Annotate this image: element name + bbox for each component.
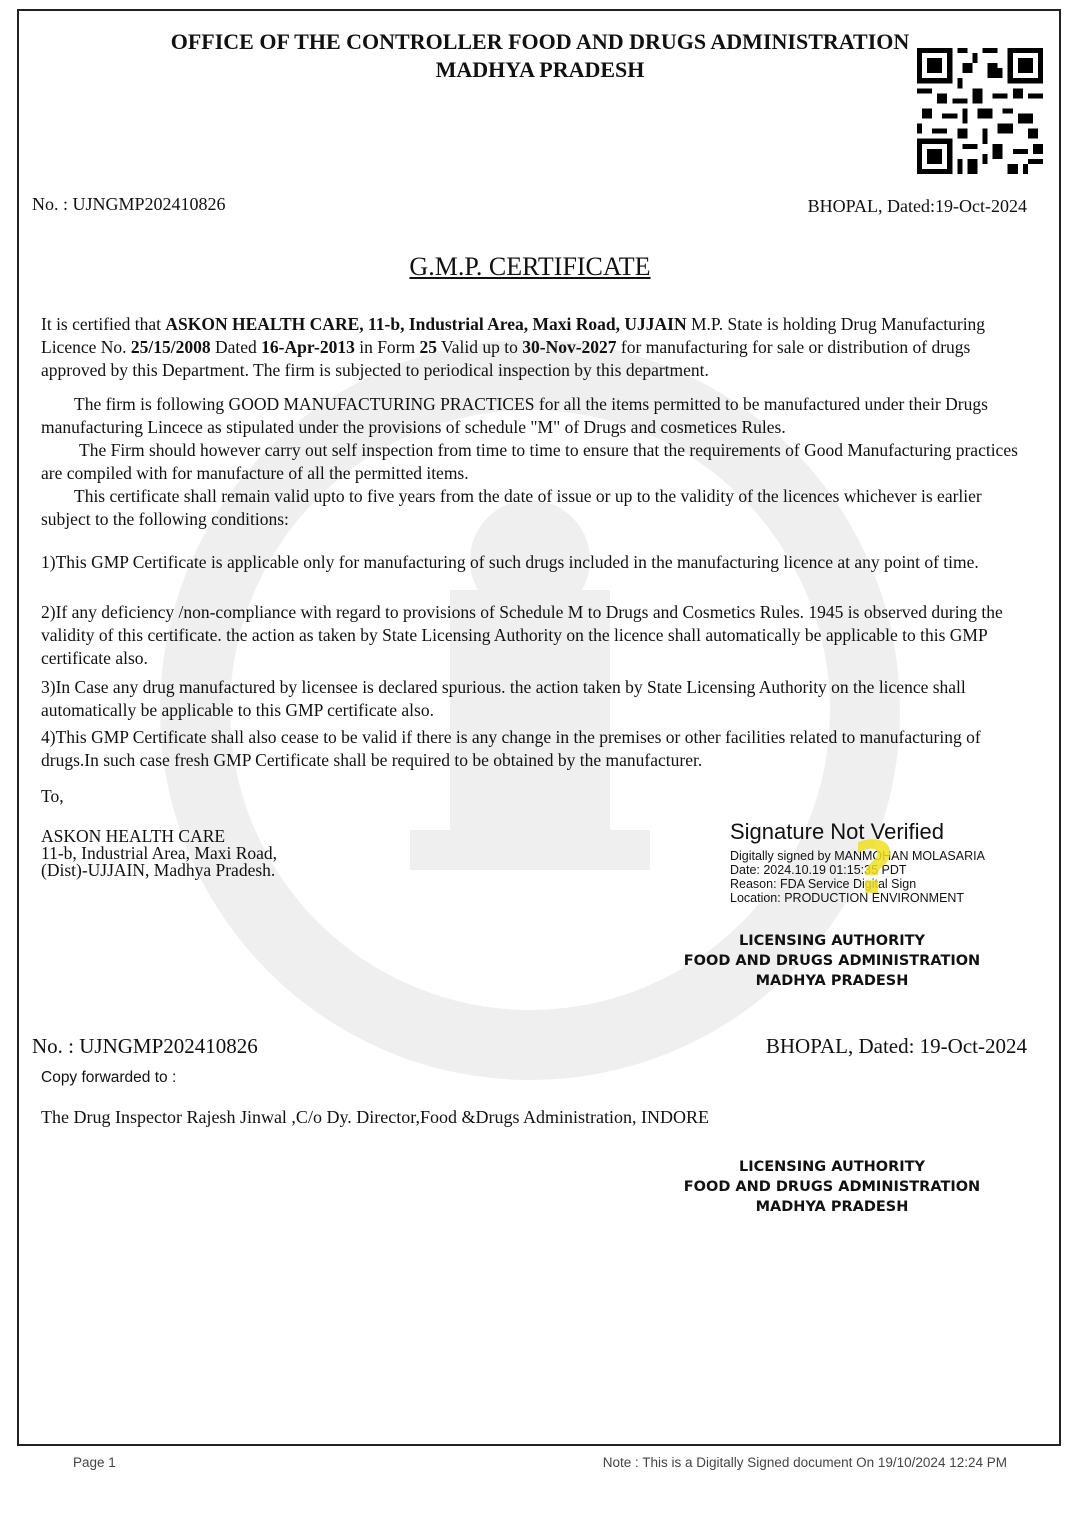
signature-unverified-icon: ? bbox=[853, 826, 895, 910]
valid-upto: 30-Nov-2027 bbox=[522, 337, 617, 357]
certificate-paragraph-4: This certificate shall remain valid upto to five years from the date of issue or up to the validity of the licences whichever is earlier subject to the following conditions: bbox=[41, 486, 982, 529]
digital-signed-note: Note : This is a Digitally Signed document On 19/10/2024 12:24 PM bbox=[602, 1455, 1007, 1470]
firm-name-address: ASKON HEALTH CARE, 11-b, Industrial Area, Maxi Road, UJJAIN bbox=[165, 314, 687, 334]
signature-reason: Reason: FDA Service Digital Sign bbox=[730, 877, 917, 891]
copy-forwarded-label: Copy forwarded to : bbox=[41, 1069, 177, 1086]
recipient-name: ASKON HEALTH CARE bbox=[41, 826, 226, 846]
recipient-address bbox=[41, 828, 277, 879]
copy-place-date: BHOPAL, Dated: 19-Oct-2024 bbox=[765, 1034, 1027, 1058]
qr-code bbox=[917, 48, 1043, 174]
office-state: MADHYA PRADESH bbox=[435, 57, 645, 82]
certificate-title: G.M.P. CERTIFICATE bbox=[409, 252, 651, 281]
licence-number: 25/15/2008 bbox=[130, 337, 211, 357]
condition-3: 3)In Case any drug manufactured by licensee is declared spurious. the action taken by State Licensing Authority on the licence shall automatically be applicable to this GMP certificate also. bbox=[41, 677, 966, 720]
licensing-authority-top: LICENSING AUTHORITY FOOD AND DRUGS ADMINISTRATION MADHYA PRADESH bbox=[683, 933, 981, 989]
page-number: Page 1 bbox=[73, 1455, 116, 1470]
signature-date: Date: 2024.10.19 01:15:35 PDT bbox=[730, 863, 907, 877]
certificate-paragraph-1: It is certified that ASKON HEALTH CARE, 11-b, Industrial Area, Maxi Road, UJJAIN M.P. State is holding Drug Manufacturing Licence No. 25/15/2008 Dated 16-Apr-2013 in Form 25 Valid up to 30-Nov-2027 for manufacturing for sale or distribution of drugs approved by this Department. The firm is subjected to periodical inspection by this department. bbox=[41, 314, 986, 380]
form-number: 25 bbox=[419, 337, 437, 357]
signature-location: Location: PRODUCTION ENVIRONMENT bbox=[730, 891, 965, 905]
certificate-paragraph-3: The Firm should however carry out self inspection from time to time to ensure that the requirements of Good Manufacturing practices are compiled with for manufacture of all the permitted items. bbox=[41, 440, 1018, 483]
condition-2: 2)If any deficiency /non-compliance with regard to provisions of Schedule M to Drugs and Cosmetics Rules. 1945 is observed during the validity of this certificate. the action as taken by State Licensing Authority on the licence shall automatically be applicable to this GMP certificate also. bbox=[41, 602, 1003, 668]
licence-date: 16-Apr-2013 bbox=[261, 337, 355, 357]
recipient-address-line-2: (Dist)-UJJAIN, Madhya Pradesh. bbox=[41, 860, 276, 880]
signed-by: Digitally signed by MANMOHAN MOLASARIA bbox=[730, 849, 985, 863]
signature-status: Signature Not Verified bbox=[730, 819, 945, 844]
copy-reference-number: No. : UJNGMP202410826 bbox=[32, 1034, 258, 1058]
recipient-address-line-1: 11-b, Industrial Area, Maxi Road, bbox=[41, 843, 278, 863]
condition-4: 4)This GMP Certificate shall also cease to be valid if there is any change in the premises or other facilities related to manufacturing of drugs.In such case fresh GMP Certificate shall be required to be obtained by the manufacturer. bbox=[41, 727, 981, 770]
office-title: OFFICE OF THE CONTROLLER FOOD AND DRUGS ADMINISTRATION bbox=[170, 29, 910, 54]
place-date: BHOPAL, Dated:19-Oct-2024 bbox=[807, 196, 1027, 216]
certificate-paragraph-2: The firm is following GOOD MANUFACTURING PRACTICES for all the items permitted to be manufactured under their Drugs manufacturing Lincece as stipulated under the provisions of schedule "M" of Drugs and cosmetices Rules. bbox=[41, 394, 988, 437]
to-label: To, bbox=[41, 786, 64, 806]
copy-recipient: The Drug Inspector Rajesh Jinwal ,C/o Dy. Director,Food &Drugs Administration, INDORE bbox=[41, 1107, 710, 1127]
certificate-number: No. : UJNGMP202410826 bbox=[32, 194, 226, 214]
condition-1: 1)This GMP Certificate is applicable only for manufacturing of such drugs included in the manufacturing licence at any point of time. bbox=[41, 552, 979, 572]
licensing-authority-bottom: LICENSING AUTHORITY FOOD AND DRUGS ADMINISTRATION MADHYA PRADESH bbox=[683, 1159, 981, 1215]
